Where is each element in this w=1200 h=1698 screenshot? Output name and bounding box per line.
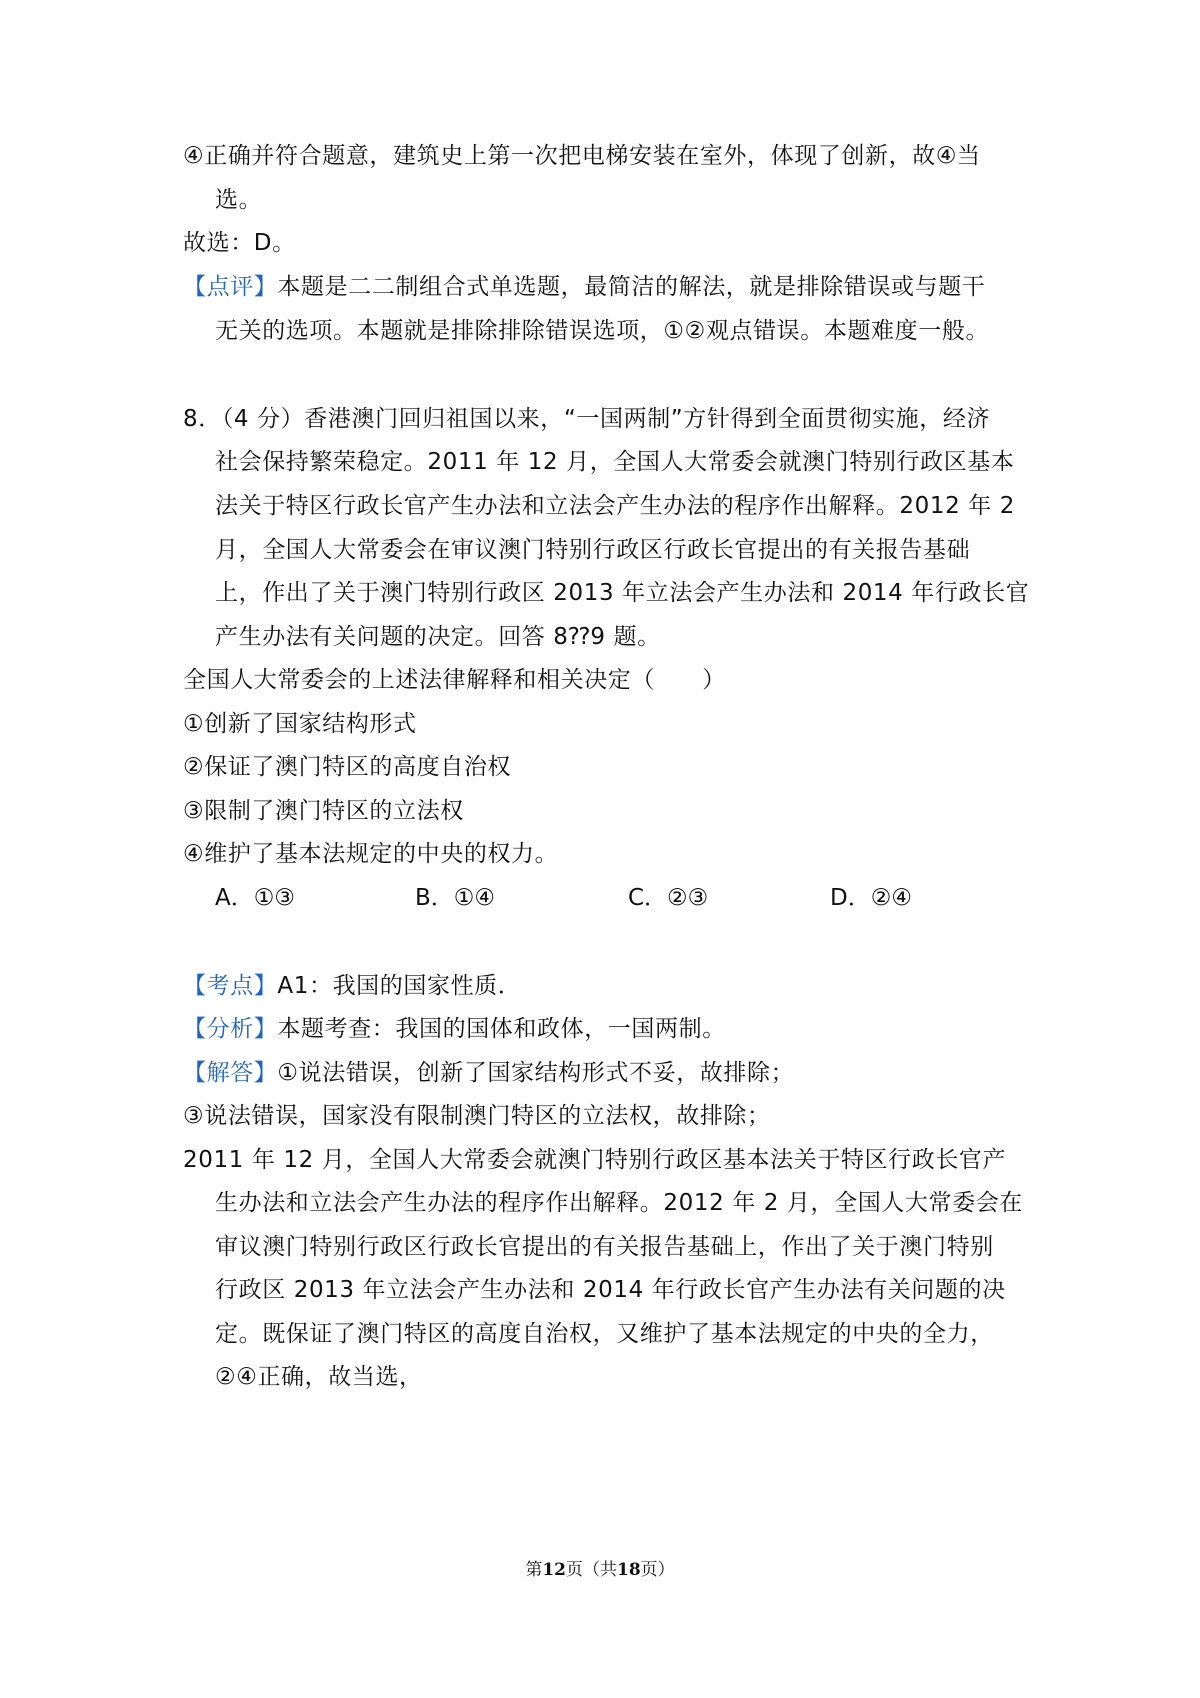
solution-paragraph-line: 生办法和立法会产生办法的程序作出解释。2012 年 2 月，全国人大常委会在: [215, 1190, 1023, 1216]
footer-prefix: 第: [525, 1560, 543, 1580]
solution-paragraph-line: ②④正确，故当选，: [215, 1364, 423, 1390]
solution-paragraph-line: 2011 年 12 月，全国人大常委会就澳门特别行政区基本法关于特区行政长官产: [183, 1147, 1007, 1173]
prev-review-line-1: [183, 271, 985, 303]
footer-page-number: 12: [542, 1560, 566, 1580]
jieda-line: [183, 1057, 794, 1089]
statement-3: ③限制了澳门特区的立法权: [183, 798, 464, 824]
question-stem-line: 8．（4 分）香港澳门回归祖国以来，“一国两制”方针得到全面贯彻实施，经济: [183, 406, 991, 432]
jieda-tag: 【解答】: [183, 1060, 278, 1086]
solution-paragraph-line: 审议澳门特别行政区行政长官提出的有关报告基础上，作出了关于澳门特别: [215, 1234, 994, 1260]
question-prompt: 全国人大常委会的上述法律解释和相关决定（ ）: [183, 667, 726, 693]
question-stem-line: 产生办法有关问题的决定。回答 8⁇9 题。: [215, 624, 661, 650]
question-stem-line: 社会保持繁荣稳定。2011 年 12 月，全国人大常委会就澳门特别行政区基本: [215, 449, 1015, 475]
kaodian-line: [183, 970, 521, 1002]
prev-review-line-2: 无关的选项。本题就是排除排除错误选项，①②观点错误。本题难度一般。: [215, 318, 990, 344]
footer-total-pages: 18: [617, 1560, 641, 1580]
option-a: A．①③: [215, 885, 295, 911]
page-footer: [0, 1558, 1200, 1582]
question-stem-line: 上，作出了关于澳门特别行政区 2013 年立法会产生办法和 2014 年行政长官: [215, 580, 1030, 606]
question-stem-line: 法关于特区行政长官产生办法和立法会产生办法的程序作出解释。2012 年 2: [215, 493, 1015, 519]
jieda-text: ①说法错误，创新了国家结构形式不妥，故排除；: [277, 1060, 795, 1086]
footer-middle: 页（共: [566, 1560, 617, 1580]
statement-1: ①创新了国家结构形式: [183, 711, 417, 737]
option-d: D．②④: [830, 885, 912, 911]
fenxi-tag: 【分析】: [183, 1016, 278, 1042]
statement-4: ④维护了基本法规定的中央的权力。: [183, 841, 559, 867]
prev-answer-line-1: ④正确并符合题意，建筑史上第一次把电梯安装在室外，体现了创新，故④当: [183, 143, 981, 169]
answer-options: [0, 882, 1200, 914]
prev-answer-line-2: 选。: [215, 187, 263, 213]
statement-2: ②保证了澳门特区的高度自治权: [183, 754, 512, 780]
question-stem-line: 月，全国人大常委会在审议澳门特别行政区行政长官提出的有关报告基础: [215, 537, 971, 563]
jieda-line-2: ③说法错误，国家没有限制澳门特区的立法权，故排除；: [183, 1103, 771, 1129]
solution-paragraph-line: 定。既保证了澳门特区的高度自治权，又维护了基本法规定的中央的全力，: [215, 1321, 994, 1347]
fenxi-line: [183, 1013, 726, 1045]
fenxi-text: 本题考查：我国的国体和政体，一国两制。: [277, 1016, 726, 1042]
review-tag: 【点评】: [183, 274, 278, 300]
review-text: 本题是二二制组合式单选题，最简洁的解法，就是排除错误或与题干: [277, 274, 986, 300]
prev-answer-choice: 故选：D。: [183, 230, 296, 256]
footer-suffix: 页）: [640, 1560, 675, 1580]
kaodian-text: A1：我国的国家性质．: [277, 973, 522, 999]
option-b: B．①④: [415, 885, 496, 911]
kaodian-tag: 【考点】: [183, 973, 278, 999]
option-c: C．②③: [628, 885, 709, 911]
solution-paragraph-line: 行政区 2013 年立法会产生办法和 2014 年行政长官产生办法有关问题的决: [215, 1277, 1006, 1303]
